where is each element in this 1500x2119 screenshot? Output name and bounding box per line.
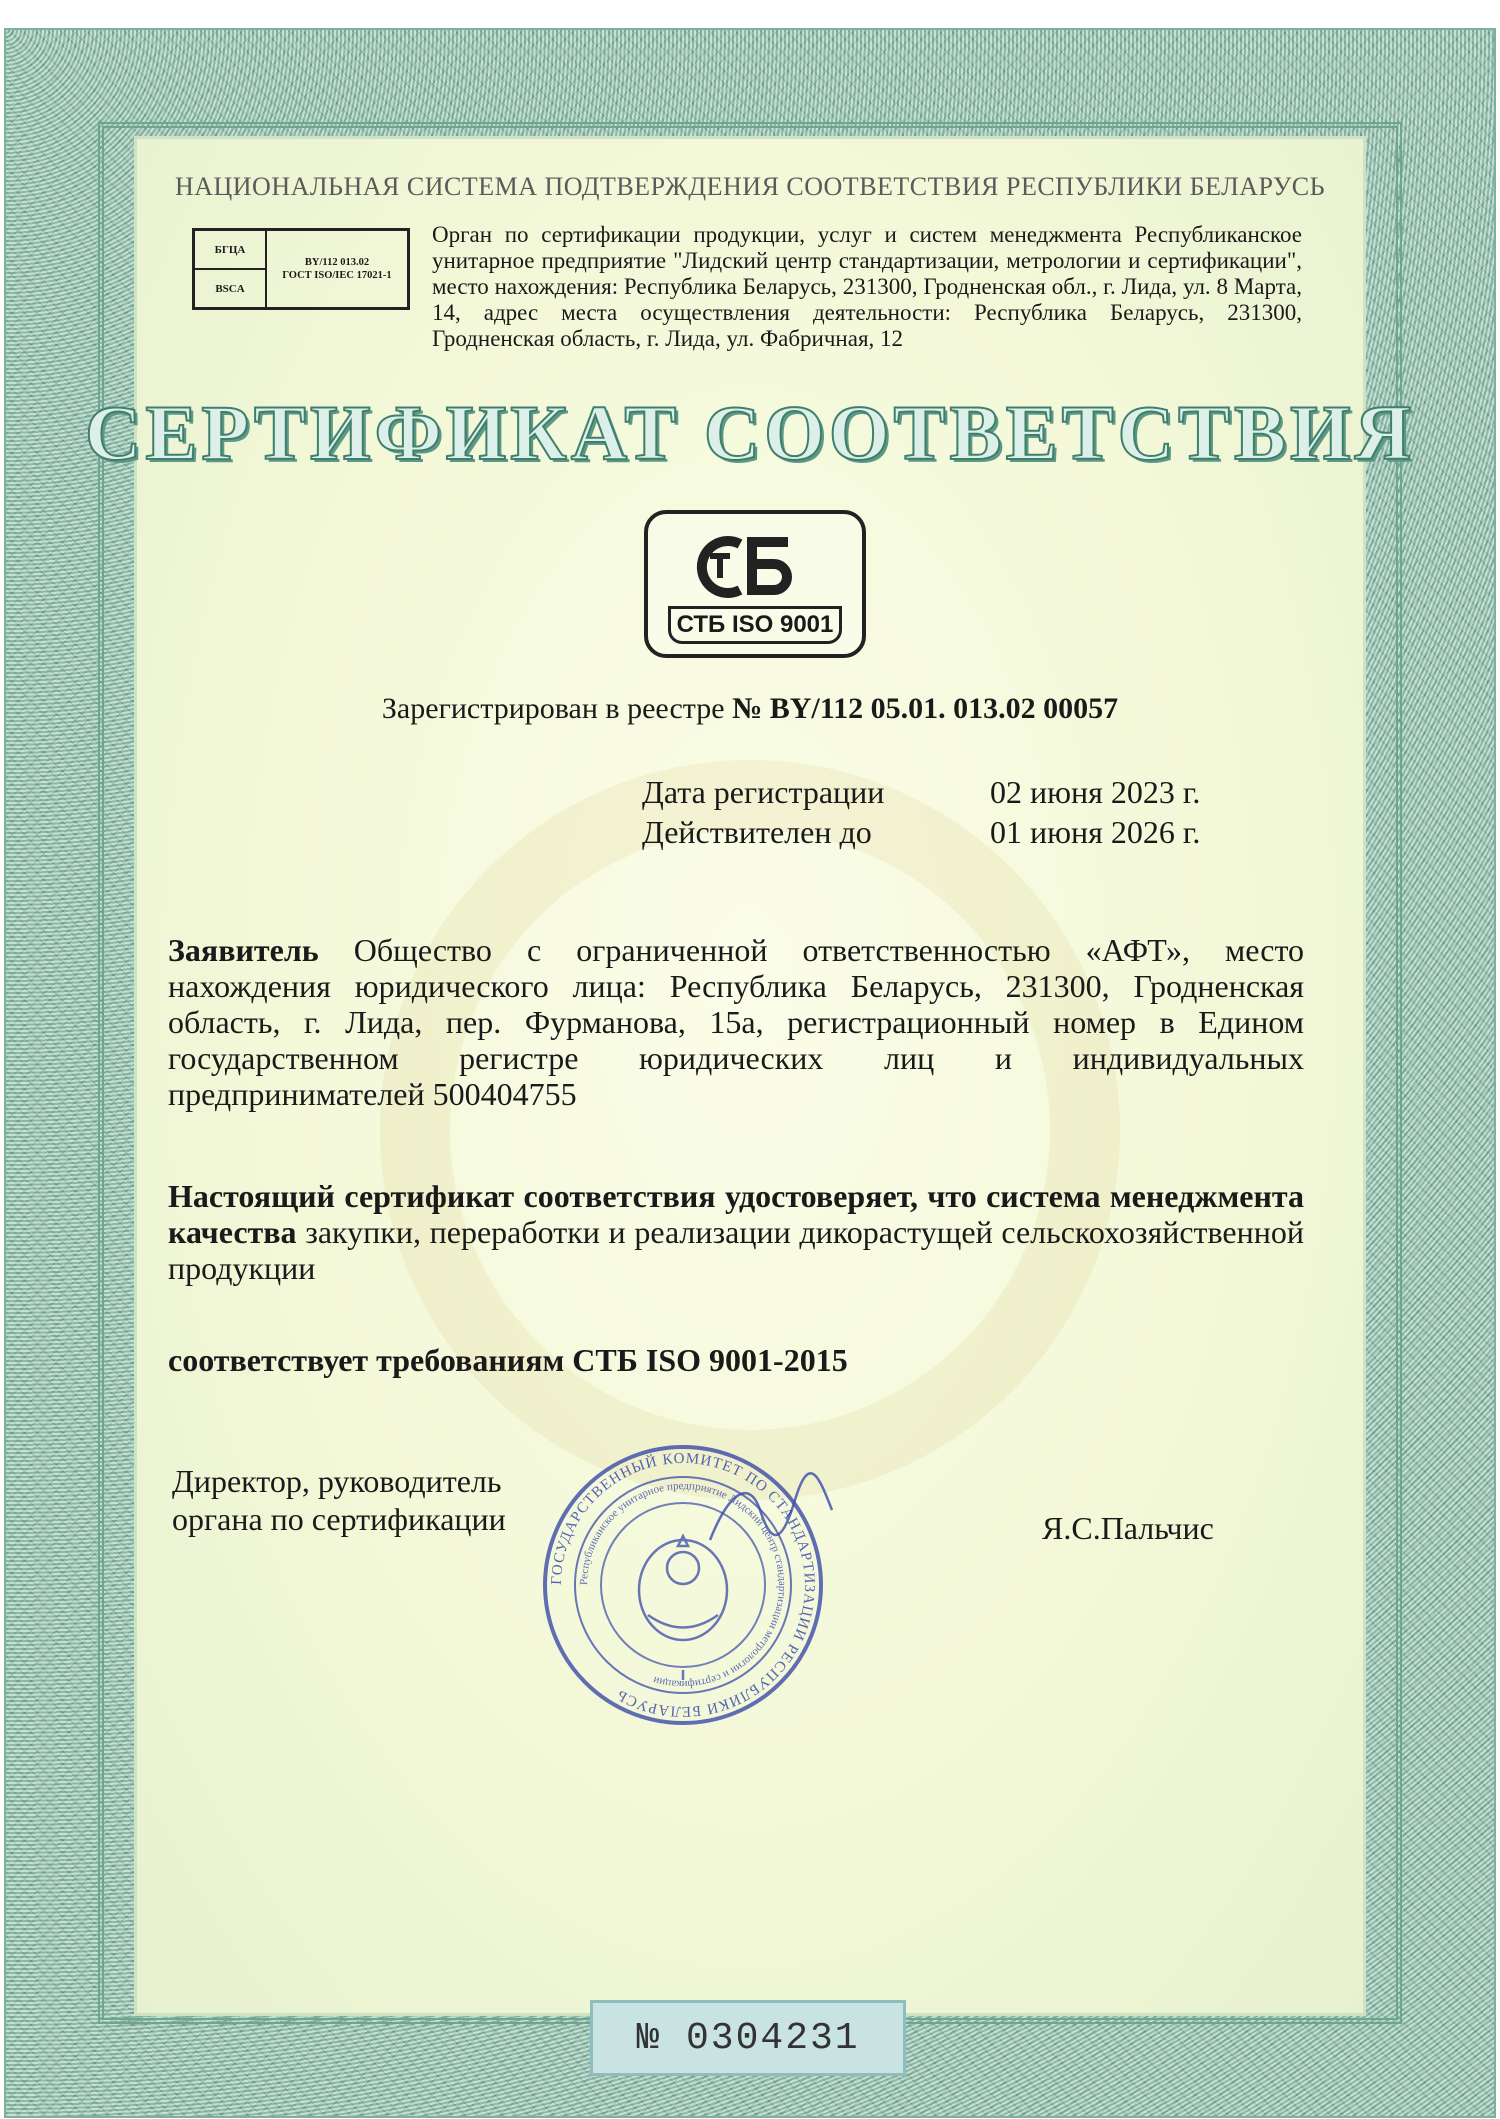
director-position-line2: органа по сертификации bbox=[172, 1501, 506, 1537]
accreditation-mark bbox=[192, 228, 410, 310]
registry-label: Зарегистрирован в реестре bbox=[381, 692, 725, 725]
national-system-heading: НАЦИОНАЛЬНАЯ СИСТЕМА ПОДТВЕРЖДЕНИЯ СООТВЕТСТВИЯ РЕСПУБЛИКИ БЕЛАРУСЬ bbox=[174, 172, 1326, 201]
complies-line: соответствует требованиям СТБ ISO 9001-2015 bbox=[168, 1342, 848, 1378]
certificate-title: СЕРТИФИКАТ СООТВЕТСТВИЯ bbox=[84, 389, 1416, 476]
accreditation-code-top: БГЦА bbox=[195, 231, 265, 270]
accreditation-code-bottom: BSCA bbox=[215, 282, 245, 295]
logo-caption: СТБ ISO 9001 bbox=[668, 606, 842, 644]
stb-logo bbox=[644, 510, 866, 658]
registration-date-value: 02 июня 2023 г. bbox=[990, 774, 1201, 810]
registration-date-label: Дата регистрации bbox=[642, 774, 885, 810]
certificate-serial-number: № 0304231 bbox=[590, 2000, 906, 2076]
valid-until-label: Действителен до bbox=[642, 814, 872, 850]
accreditation-standard: ГОСТ ISO/IEC 17021-1 bbox=[282, 270, 392, 281]
applicant-label: Заявитель bbox=[168, 932, 319, 968]
certifies-lead: Настоящий сертификат соответствия удостоверяет, что система менеджмента качества bbox=[168, 1178, 1304, 1250]
signature bbox=[700, 1470, 840, 1560]
certification-body-text: Орган по сертификации продукции, услуг и систем менеджмента Республиканское унитарное предприятие "Лидский центр стандартизации, метрологии и сертификации", место нахождения: Республика Беларусь, 231300, Гродненская обл., г. Лида, ул. 8 Марта, 14, адрес места осуществления деятельности: Республика Беларусь, 231300, Гродненская область, г. Лида, ул. Фабричная, 12 bbox=[432, 222, 1302, 351]
certifies-text: закупки, переработки и реализации дикорастущей сельскохозяйственной продукции bbox=[168, 1214, 1305, 1286]
dates-block bbox=[642, 772, 1200, 852]
valid-until-value: 01 июня 2026 г. bbox=[990, 814, 1201, 850]
applicant-text: Общество с ограниченной ответственностью «АФТ», место нахождения юридического лица: Республика Беларусь, 231300, Гродненская область, г. Лида, пер. Фурманова, 15а, регистрационный номер в Едином государственном регистре юридических лиц и индивидуальных предпринимателей 500404755 bbox=[168, 932, 1305, 1112]
accreditation-number: BY/112 013.02 bbox=[304, 257, 370, 268]
registry-line bbox=[0, 692, 1500, 726]
director-position-line1: Директор, руководитель bbox=[172, 1463, 502, 1499]
signatory-name: Я.С.Пальчис bbox=[1042, 1510, 1214, 1546]
watermark-emblem bbox=[380, 760, 1120, 1500]
registry-number: № BY/112 05.01. 013.02 00057 bbox=[732, 692, 1119, 725]
certifies-paragraph bbox=[168, 1178, 1304, 1286]
stamp-inner-text: Республиканское унитарное предприятие Лидский центр стандартизации метрологии и сертификации bbox=[577, 1479, 789, 1691]
applicant-paragraph bbox=[168, 932, 1304, 1112]
stamp-outer-text: ГОСУДАРСТВЕННЫЙ КОМИТЕТ ПО СТАНДАРТИЗАЦИИ РЕСПУБЛИКИ БЕЛАРУСЬ bbox=[548, 1450, 818, 1720]
director-position bbox=[172, 1462, 506, 1538]
